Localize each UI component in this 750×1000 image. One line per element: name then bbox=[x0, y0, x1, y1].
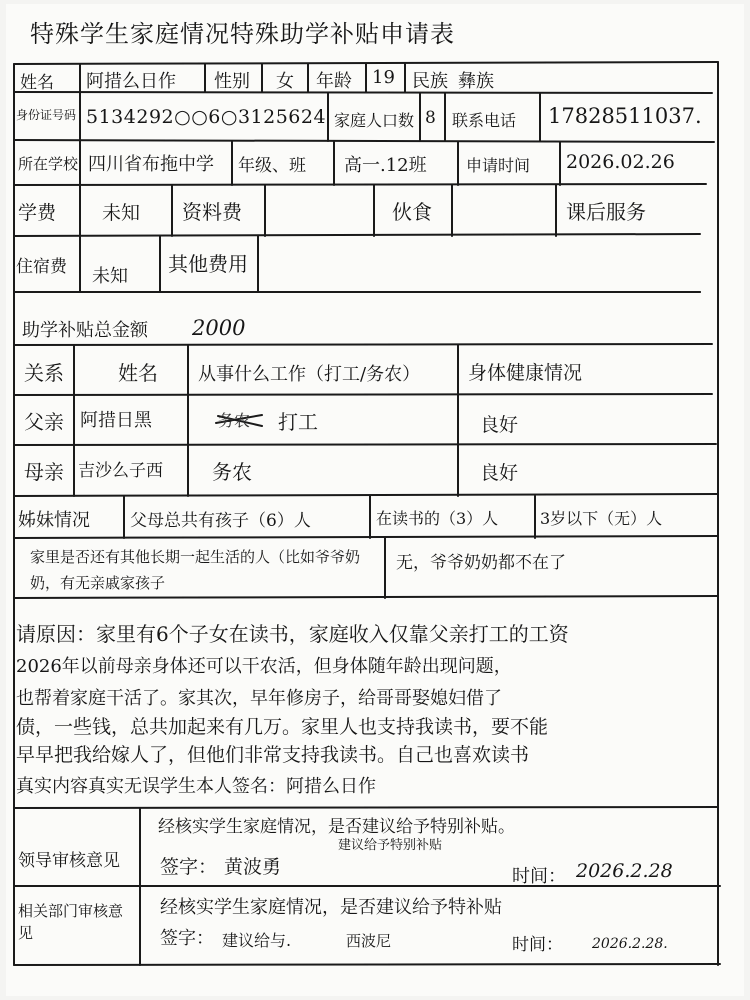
apply-date-label: 申请时间 bbox=[466, 156, 531, 175]
leader-sign-label: 签字： bbox=[160, 856, 218, 878]
leader-review-label: 领导审核意见 bbox=[18, 851, 120, 871]
father-health: 良好 bbox=[480, 414, 519, 436]
form-title: 特殊学生家庭情况特殊助学补贴申请表 bbox=[30, 20, 455, 48]
grade-label: 年级、班 bbox=[238, 156, 306, 176]
ethnicity-label: 民族 bbox=[412, 71, 448, 92]
reason-line-3: 也帮着家庭干活了。家其次，早年修房子，给哥哥娶媳妇借了 bbox=[16, 688, 502, 709]
tuition-label: 学费 bbox=[18, 202, 57, 224]
phone-value: 17828511037. bbox=[548, 104, 702, 128]
dept-review-label: 相关部门审核意见 bbox=[18, 902, 124, 942]
name-label: 姓名 bbox=[20, 73, 54, 93]
tutoring-label: 课后服务 bbox=[566, 200, 646, 224]
mother-name: 吉沙么子西 bbox=[78, 461, 163, 481]
mother-health: 良好 bbox=[480, 462, 519, 484]
dept-date: 2026.2.28. bbox=[592, 936, 668, 952]
reason-line-5: 早早把我给嫁人了，但他们非常支持我读书。自己也喜欢读书 bbox=[16, 744, 530, 766]
mother-occupation: 务农 bbox=[212, 460, 252, 484]
member-name-header: 姓名 bbox=[118, 361, 158, 385]
leader-date-label: 时间： bbox=[512, 866, 566, 887]
dept-signature: 西波尼 bbox=[346, 932, 392, 950]
siblings-in-school: 在读书的（3）人 bbox=[376, 509, 499, 528]
reason-line-4: 债，一些钱，总共加起来有几万。家里人也支持我读书，要不能 bbox=[16, 716, 549, 738]
ethnicity-value: 彝族 bbox=[458, 71, 494, 92]
school-label: 所在学校 bbox=[18, 155, 79, 173]
family-size-value: 8 bbox=[425, 108, 436, 128]
other-support-answer: 无，爷爷奶奶都不在了 bbox=[396, 553, 566, 573]
id-label: 身份证号码 bbox=[16, 108, 77, 122]
siblings-total: 父母总共有孩子（6）人 bbox=[130, 511, 311, 531]
occupation-header: 从事什么工作（打工/务农） bbox=[198, 364, 421, 385]
gender-value: 女 bbox=[276, 71, 294, 92]
tuition-value: 未知 bbox=[102, 202, 141, 224]
materials-label: 资料费 bbox=[182, 200, 242, 224]
relation-header: 关系 bbox=[24, 361, 64, 385]
father-crossed-word: 务农 bbox=[218, 411, 251, 430]
siblings-label: 姊妹情况 bbox=[18, 510, 90, 531]
reason-line-6-signature: 真实内容真实无误学生本人签名：阿措么日作 bbox=[16, 776, 376, 797]
other-support-question: 家里是否还有其他长期一起生活的人（比如爷爷奶奶，有无亲戚家孩子 bbox=[30, 548, 361, 592]
family-size-label: 家庭人口数 bbox=[334, 111, 415, 130]
father-relation: 父亲 bbox=[24, 410, 64, 434]
leader-date: 2026.2.28 bbox=[576, 860, 673, 882]
health-header: 身体健康情况 bbox=[468, 362, 583, 384]
id-number: 5134292○○6○3125624 bbox=[86, 106, 327, 128]
phone-label: 联系电话 bbox=[452, 111, 517, 130]
leader-review-note: 建议给予特别补贴 bbox=[338, 838, 443, 853]
accommodation-label: 住宿费 bbox=[16, 257, 67, 277]
reason-line-2: 2026年以前母亲身体还可以干农活，但身体随年龄出现问题， bbox=[16, 656, 512, 677]
dept-sign-label: 签字： bbox=[160, 928, 214, 949]
dept-review-text: 经核实学生家庭情况，是否建议给予特补贴 bbox=[160, 897, 502, 918]
leader-review-text: 经核实学生家庭情况，是否建议给予特别补贴。 bbox=[158, 817, 515, 837]
other-fees-label: 其他费用 bbox=[168, 252, 248, 276]
dept-date-label: 时间： bbox=[512, 935, 563, 955]
leader-signature: 黄波勇 bbox=[224, 856, 282, 878]
grade-value: 高一.12班 bbox=[344, 155, 427, 176]
dept-sign-text: 建议给与. bbox=[222, 931, 292, 950]
subsidy-label: 助学补贴总金额 bbox=[22, 320, 148, 341]
subsidy-amount: 2000 bbox=[192, 316, 246, 340]
school-value: 四川省布拖中学 bbox=[88, 154, 214, 175]
father-occupation: 打工 bbox=[278, 410, 318, 434]
mother-relation: 母亲 bbox=[24, 460, 64, 484]
reason-line-1: 请原因：家里有6个子女在读书，家庭收入仅靠父亲打工的工资 bbox=[16, 622, 569, 646]
apply-date-value: 2026.02.26 bbox=[566, 151, 675, 173]
accommodation-value: 未知 bbox=[92, 266, 128, 287]
meals-label: 伙食 bbox=[392, 200, 432, 224]
name-value: 阿措么日作 bbox=[86, 71, 176, 92]
age-label: 年龄 bbox=[316, 71, 352, 92]
gender-label: 性别 bbox=[214, 71, 250, 92]
age-value: 19 bbox=[372, 67, 395, 88]
father-name: 阿措日黑 bbox=[80, 410, 152, 431]
siblings-under3: 3岁以下（无）人 bbox=[540, 509, 663, 528]
